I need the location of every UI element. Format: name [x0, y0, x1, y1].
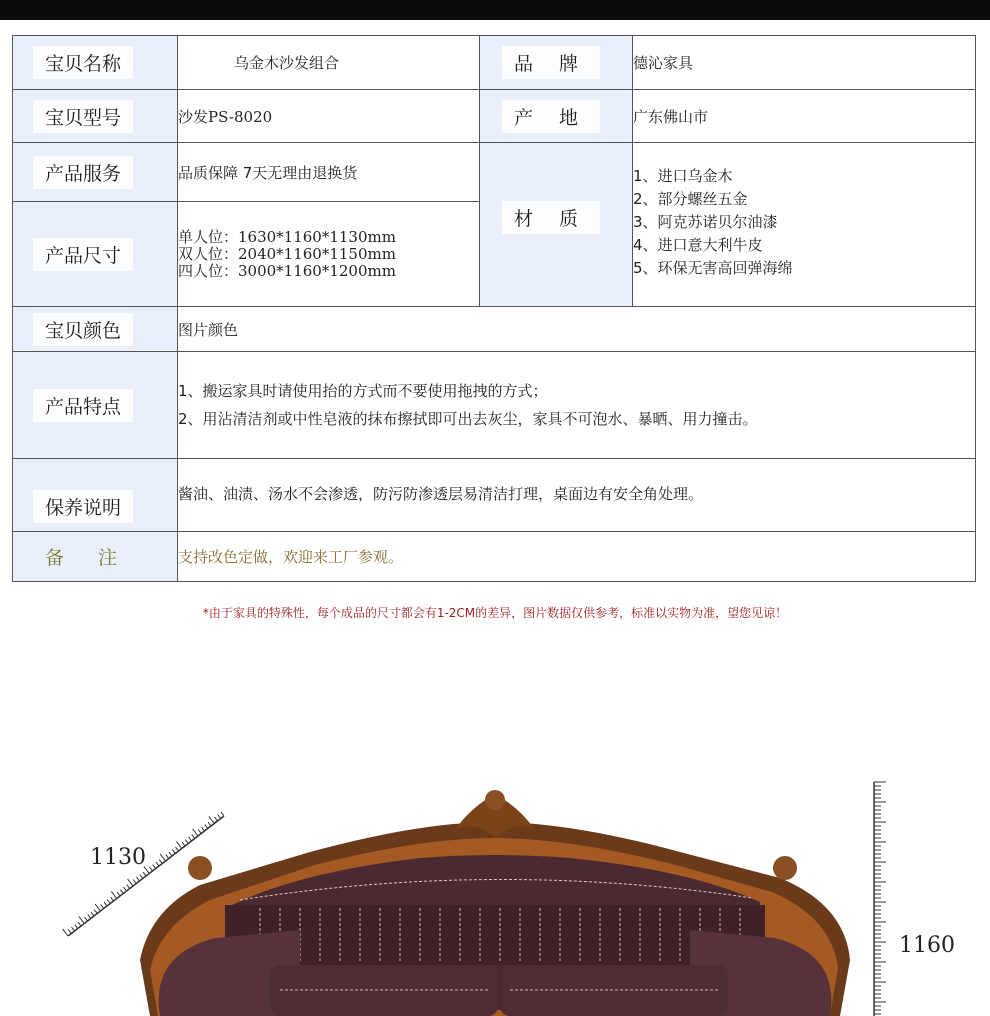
brand-label: 品 牌 — [502, 46, 600, 79]
spec-table — [12, 35, 976, 582]
features-list — [178, 352, 976, 459]
features-label-cell — [13, 352, 178, 459]
size-list — [178, 202, 480, 307]
model-label: 宝贝型号 — [33, 100, 133, 133]
feature-item: 2、用沾清洁剂或中性皂液的抹布擦拭即可出去灰尘，家具不可泡水、暴晒、用力撞击。 — [178, 410, 758, 428]
origin-value: 广东佛山市 — [633, 90, 976, 143]
care-label-cell — [13, 459, 178, 532]
origin-label-cell — [480, 90, 633, 143]
material-item: 5、环保无害高回弹海绵 — [633, 259, 793, 277]
sofa-photo — [0, 760, 990, 1016]
feature-item: 1、搬运家具时请使用抬的方式而不要使用拖拽的方式； — [178, 382, 548, 400]
material-label: 材 质 — [502, 201, 600, 234]
service-label: 产品服务 — [33, 156, 133, 189]
service-label-cell — [13, 143, 178, 202]
brand-value: 德沁家具 — [633, 36, 976, 90]
size-item: 四人位：3000*1160*1200mm — [178, 261, 396, 280]
disclaimer-text: *由于家具的特殊性，每个成品的尺寸都会有1-2CM的差异，图片数据仅供参考，标准以实物为准，望您见谅！ — [202, 606, 788, 620]
material-label-cell — [480, 143, 633, 307]
size-item: 双人位：2040*1160*1150mm — [178, 244, 396, 263]
material-item: 3、阿克苏诺贝尔油漆 — [633, 213, 778, 231]
color-value: 图片颜色 — [178, 307, 976, 352]
size-item: 单人位：1630*1160*1130mm — [178, 227, 396, 246]
size-label-cell — [13, 202, 178, 307]
color-label: 宝贝颜色 — [33, 313, 133, 346]
name-label: 宝贝名称 — [33, 46, 133, 79]
brand-label-cell — [480, 36, 633, 90]
height-ruler — [874, 782, 886, 1016]
material-item: 2、部分螺丝五金 — [633, 190, 748, 208]
height-label: 1160 — [899, 933, 955, 958]
origin-label: 产 地 — [502, 100, 600, 133]
color-label-cell — [13, 307, 178, 352]
service-value: 品质保障 7天无理由退换货 — [178, 143, 480, 202]
sofa-image — [140, 790, 850, 1016]
note-label-cell — [13, 532, 178, 582]
note-label: 备注 — [45, 547, 152, 569]
features-label: 产品特点 — [33, 389, 133, 422]
name-value: 乌金木沙发组合 — [178, 36, 480, 90]
material-item: 4、进口意大利牛皮 — [633, 236, 763, 254]
model-label-cell — [13, 90, 178, 143]
material-list — [633, 143, 976, 307]
name-label-cell — [13, 36, 178, 90]
note-value: 支持改色定做，欢迎来工厂参观。 — [178, 532, 976, 582]
model-value: 沙发PS-8020 — [178, 90, 480, 143]
care-value: 酱油、油渍、汤水不会渗透，防污防渗透层易清洁打理，桌面边有安全角处理。 — [178, 459, 976, 532]
size-label: 产品尺寸 — [33, 238, 133, 271]
top-bar — [0, 0, 990, 20]
material-item: 1、进口乌金木 — [633, 167, 733, 185]
depth-label: 1130 — [90, 845, 146, 870]
care-label: 保养说明 — [33, 490, 133, 523]
